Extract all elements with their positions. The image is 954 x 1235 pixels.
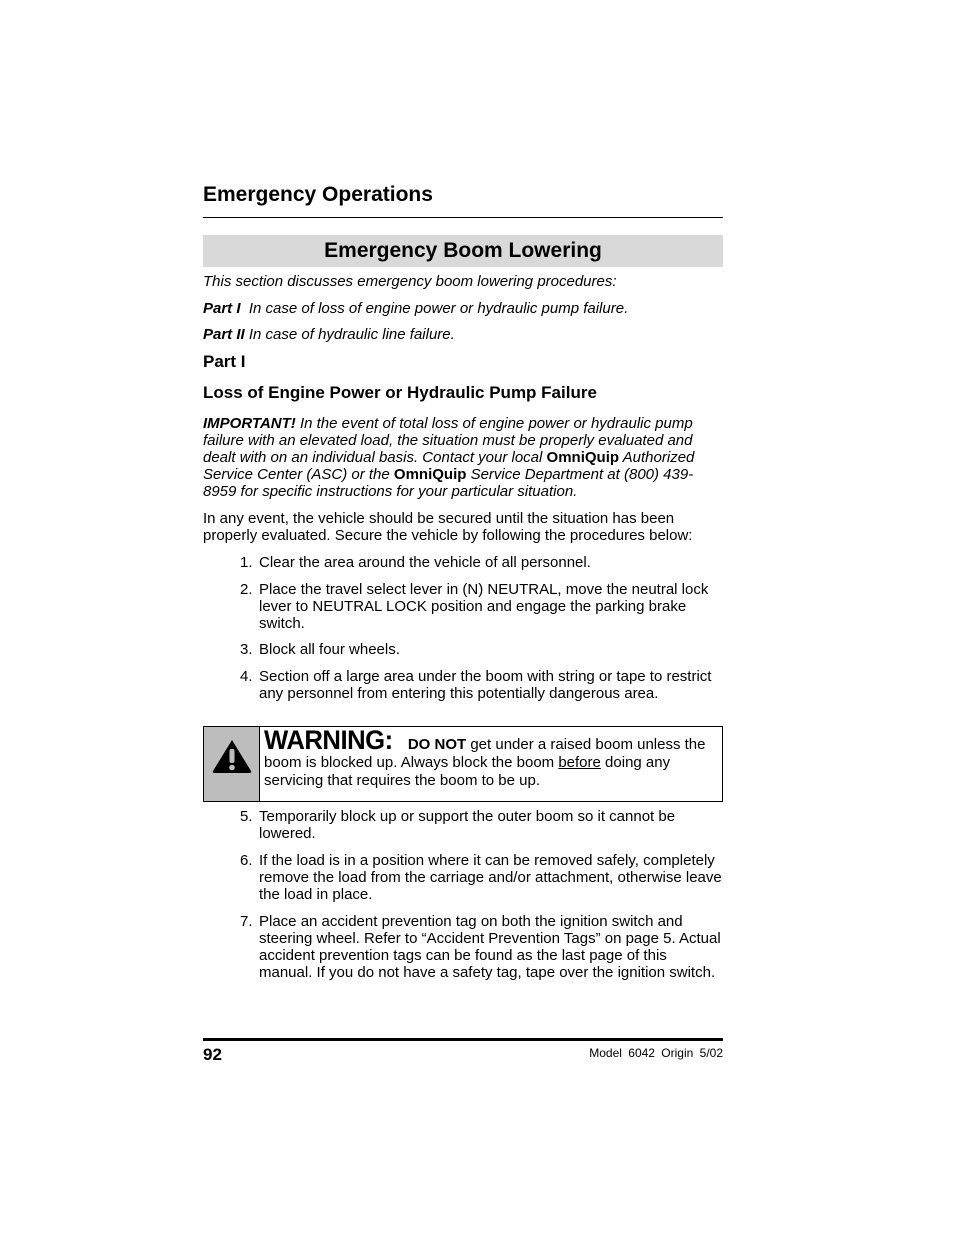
important-text2: Authorized Service Center (ASC) or the	[203, 449, 695, 483]
step-text: Block all four wheels.	[259, 641, 400, 658]
page-number: 92	[203, 1045, 222, 1064]
intro-part2-label: Part II	[203, 326, 245, 343]
warning-emphasis: DO NOT	[407, 736, 467, 753]
warning-icon-cell	[204, 727, 260, 801]
warning-text2: doing any servicing that requires the boom to be up.	[264, 754, 671, 789]
step-number: 6.	[240, 852, 253, 869]
step-text: Section off a large area under the boom with string or tape to restrict any personnel from entering this potentially dangerous area.	[259, 668, 712, 702]
step-number: 2.	[240, 581, 253, 598]
warning-box	[203, 726, 723, 802]
intro-part2	[203, 326, 723, 343]
warning-text1: get under a raised boom unless the boom is blocked up. Always block the boom	[264, 736, 706, 771]
part1-heading: Part I	[203, 352, 246, 371]
step-number: 5.	[240, 808, 253, 825]
warning-underlined: before	[558, 754, 601, 771]
part1-subheading: Loss of Engine Power or Hydraulic Pump Failure	[203, 383, 597, 402]
footer-rule	[203, 1038, 723, 1041]
intro-part1-text: In case of loss of engine power or hydraulic pump failure.	[248, 300, 629, 317]
important-note	[203, 415, 723, 500]
model-info: Model 6042 Origin 5/02	[589, 1046, 723, 1060]
warning-word: WARNING:	[264, 725, 393, 755]
step-text: Place the travel select lever in (N) NEUTRAL, move the neutral lock lever to NEUTRAL LOCK position and engage the parking brake switch.	[259, 581, 709, 632]
intro-part1	[203, 300, 723, 317]
step-text: Place an accident prevention tag on both the ignition switch and steering wheel. Refer to “Accident Prevention Tags” on page 5. Actual accident prevention tags can be found as the last page of this manual. If you do not have a safety tag, tape over the ignition switch.	[259, 913, 721, 981]
section-title: Emergency Operations	[203, 183, 433, 206]
step-text: Temporarily block up or support the outer boom so it cannot be lowered.	[259, 808, 676, 842]
step-number: 4.	[240, 668, 253, 685]
brand-omniquip-2: OmniQuip	[393, 466, 467, 483]
step-number: 7.	[240, 913, 253, 930]
intro-text: This section discusses emergency boom lowering procedures:	[203, 273, 617, 290]
step-text: If the load is in a position where it can be removed safely, completely remove the load from the carriage and/or attachment, otherwise leave the load in place.	[259, 852, 722, 903]
intro-part1-label: Part I	[203, 300, 241, 317]
step-text: Clear the area around the vehicle of all personnel.	[259, 554, 591, 571]
body-paragraph: In any event, the vehicle should be secured until the situation has been properly evaluated. Secure the vehicle by following the procedures below:	[203, 510, 693, 544]
header-rule	[203, 217, 723, 218]
important-label: IMPORTANT!	[203, 415, 296, 432]
important-text3: Service Department at (800) 439-8959 for specific instructions for your particular situation.	[203, 466, 694, 500]
step-number: 3.	[240, 641, 253, 658]
warning-text	[264, 725, 720, 790]
brand-omniquip-1: OmniQuip	[546, 449, 620, 466]
banner-title: Emergency Boom Lowering	[203, 235, 723, 267]
important-text1: In the event of total loss of engine power or hydraulic pump failure with an elevated load, the situation must be properly evaluated and dealt with on an individual basis. Contact your local	[203, 415, 693, 466]
step-number: 1.	[240, 554, 253, 571]
warning-exclamation-icon	[211, 738, 253, 774]
intro-part2-text: In case of hydraulic line failure.	[248, 326, 455, 343]
